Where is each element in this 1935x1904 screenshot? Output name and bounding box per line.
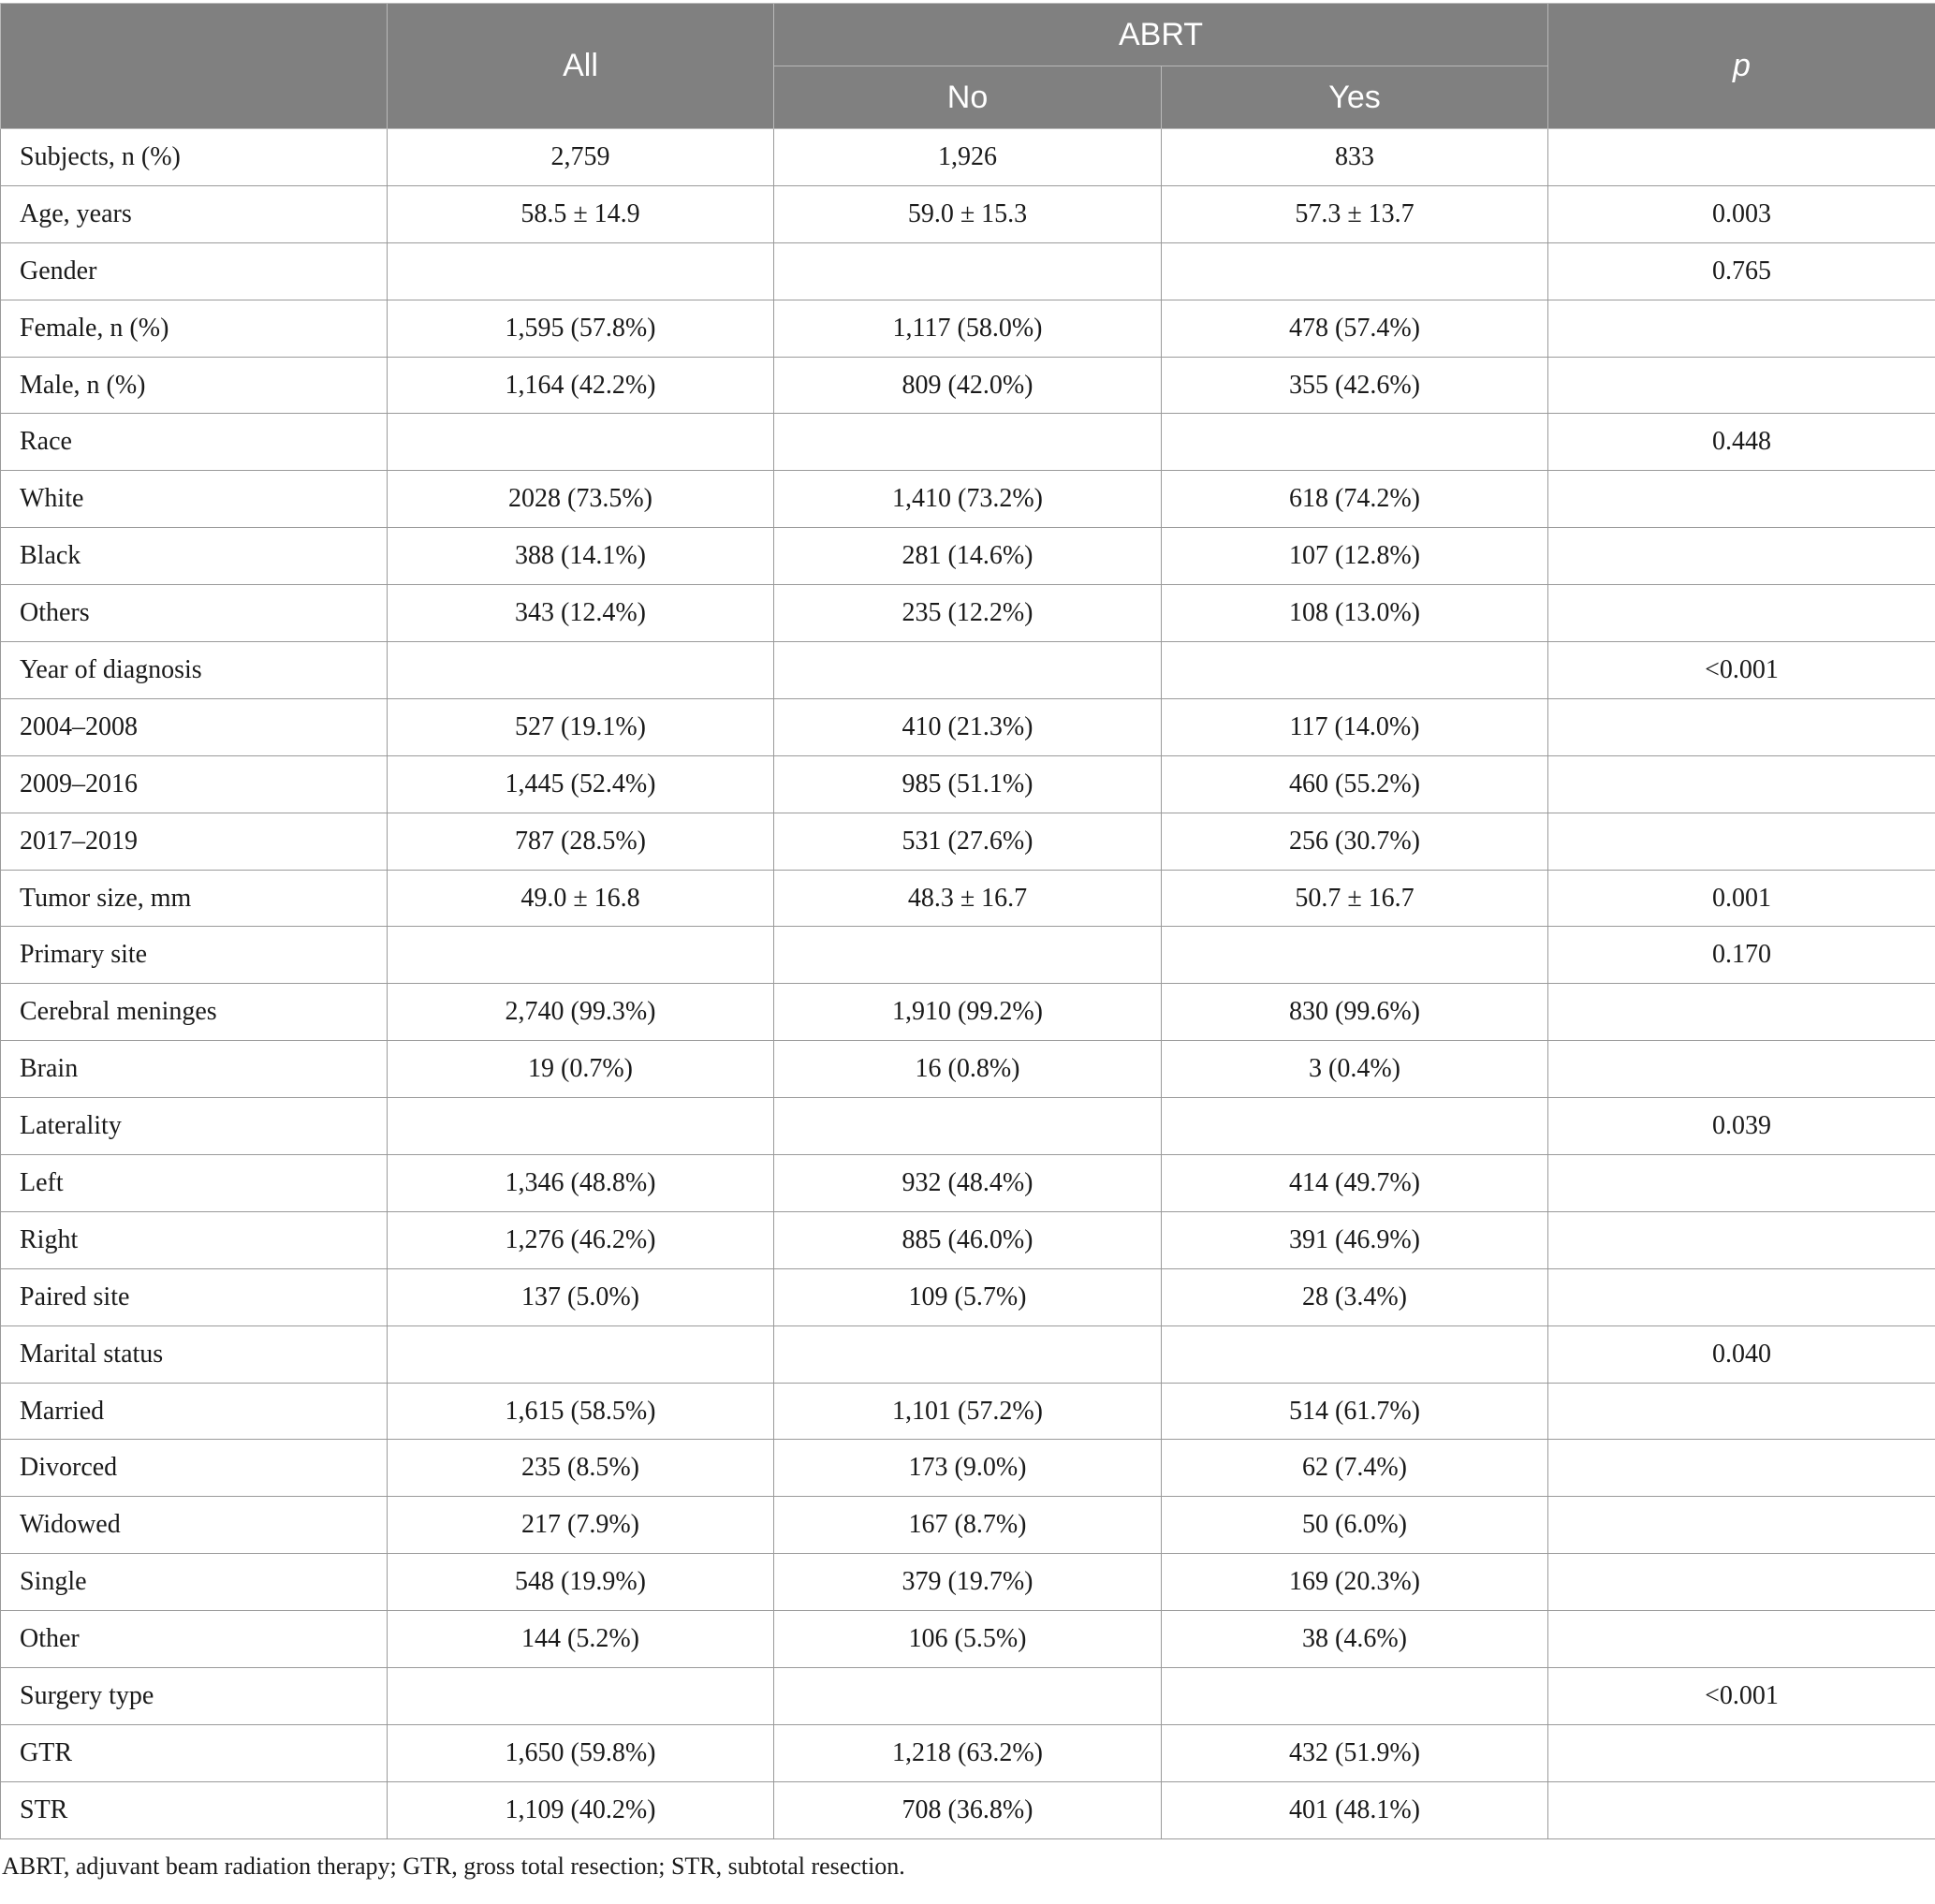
cell-p [1548, 129, 1935, 186]
table-container [0, 3, 1935, 1881]
cell-no: 109 (5.7%) [774, 1268, 1162, 1325]
cell-p [1548, 1041, 1935, 1098]
table-row [1, 698, 1935, 755]
row-label: Paired site [1, 1268, 388, 1325]
row-label: Left [1, 1155, 388, 1212]
cell-yes: 57.3 ± 13.7 [1162, 185, 1548, 242]
cell-yes: 478 (57.4%) [1162, 300, 1548, 357]
cell-p: 0.170 [1548, 927, 1935, 984]
table-row [1, 755, 1935, 813]
table-row [1, 357, 1935, 414]
table-row [1, 471, 1935, 528]
table-row [1, 1098, 1935, 1155]
cell-yes: 833 [1162, 129, 1548, 186]
cell-all: 1,595 (57.8%) [388, 300, 774, 357]
cell-no: 48.3 ± 16.7 [774, 870, 1162, 927]
cell-p: <0.001 [1548, 642, 1935, 699]
cell-all: 548 (19.9%) [388, 1554, 774, 1611]
row-label: 2009–2016 [1, 755, 388, 813]
cell-p [1548, 528, 1935, 585]
cell-yes [1162, 414, 1548, 471]
cell-yes: 169 (20.3%) [1162, 1554, 1548, 1611]
row-label: Other [1, 1611, 388, 1668]
cell-no [774, 1098, 1162, 1155]
cell-no: 281 (14.6%) [774, 528, 1162, 585]
table-row [1, 585, 1935, 642]
cell-no: 106 (5.5%) [774, 1611, 1162, 1668]
table-row [1, 1325, 1935, 1383]
cell-all: 787 (28.5%) [388, 813, 774, 870]
row-label: Marital status [1, 1325, 388, 1383]
table-row [1, 528, 1935, 585]
table-header [1, 4, 1935, 129]
cell-no: 531 (27.6%) [774, 813, 1162, 870]
cell-all: 1,650 (59.8%) [388, 1724, 774, 1781]
cell-p [1548, 1440, 1935, 1497]
cell-p [1548, 1268, 1935, 1325]
cell-p: 0.001 [1548, 870, 1935, 927]
header-all: All [388, 4, 774, 129]
cell-p [1548, 585, 1935, 642]
cell-p [1548, 357, 1935, 414]
cell-yes [1162, 242, 1548, 300]
cell-no: 16 (0.8%) [774, 1041, 1162, 1098]
table-row [1, 300, 1935, 357]
cell-all [388, 927, 774, 984]
cell-all: 1,164 (42.2%) [388, 357, 774, 414]
cell-all: 49.0 ± 16.8 [388, 870, 774, 927]
row-label: Year of diagnosis [1, 642, 388, 699]
cell-p [1548, 1155, 1935, 1212]
cell-yes: 355 (42.6%) [1162, 357, 1548, 414]
cell-p [1548, 1724, 1935, 1781]
cell-no: 59.0 ± 15.3 [774, 185, 1162, 242]
cell-no: 235 (12.2%) [774, 585, 1162, 642]
cell-no: 1,117 (58.0%) [774, 300, 1162, 357]
cell-all: 2,759 [388, 129, 774, 186]
cell-no: 708 (36.8%) [774, 1781, 1162, 1838]
table-row [1, 1781, 1935, 1838]
row-label: GTR [1, 1724, 388, 1781]
table-row [1, 185, 1935, 242]
cell-yes [1162, 927, 1548, 984]
cell-all: 58.5 ± 14.9 [388, 185, 774, 242]
row-label: Tumor size, mm [1, 870, 388, 927]
row-label: Brain [1, 1041, 388, 1098]
table-row [1, 1611, 1935, 1668]
header-abrt-yes: Yes [1162, 66, 1548, 129]
row-label: Gender [1, 242, 388, 300]
table-row [1, 1211, 1935, 1268]
row-label: Laterality [1, 1098, 388, 1155]
cell-yes: 514 (61.7%) [1162, 1383, 1548, 1440]
cell-all: 1,445 (52.4%) [388, 755, 774, 813]
table-row [1, 1668, 1935, 1725]
row-label: Black [1, 528, 388, 585]
cell-yes: 460 (55.2%) [1162, 755, 1548, 813]
cell-no [774, 1668, 1162, 1725]
cell-p: 0.003 [1548, 185, 1935, 242]
row-label: Married [1, 1383, 388, 1440]
cell-yes [1162, 1668, 1548, 1725]
cell-all: 388 (14.1%) [388, 528, 774, 585]
cell-all: 1,276 (46.2%) [388, 1211, 774, 1268]
cell-yes: 62 (7.4%) [1162, 1440, 1548, 1497]
cell-yes [1162, 1325, 1548, 1383]
cell-all [388, 1325, 774, 1383]
cell-no: 410 (21.3%) [774, 698, 1162, 755]
cell-yes: 414 (49.7%) [1162, 1155, 1548, 1212]
cell-yes: 50 (6.0%) [1162, 1497, 1548, 1554]
cell-p: 0.040 [1548, 1325, 1935, 1383]
cell-no [774, 642, 1162, 699]
cell-p: <0.001 [1548, 1668, 1935, 1725]
cell-all [388, 1668, 774, 1725]
cell-all [388, 1098, 774, 1155]
row-label: Age, years [1, 185, 388, 242]
cell-yes: 401 (48.1%) [1162, 1781, 1548, 1838]
table-row [1, 642, 1935, 699]
cell-p [1548, 984, 1935, 1041]
cell-all [388, 242, 774, 300]
cell-p [1548, 1383, 1935, 1440]
row-label: Single [1, 1554, 388, 1611]
cell-no [774, 414, 1162, 471]
row-label: Cerebral meninges [1, 984, 388, 1041]
table-row [1, 129, 1935, 186]
table-body [1, 129, 1935, 1839]
cell-no [774, 927, 1162, 984]
table-row [1, 1155, 1935, 1212]
header-abrt-no: No [774, 66, 1162, 129]
cell-yes: 256 (30.7%) [1162, 813, 1548, 870]
cell-all: 144 (5.2%) [388, 1611, 774, 1668]
cell-no: 1,910 (99.2%) [774, 984, 1162, 1041]
table-row [1, 927, 1935, 984]
cell-no: 1,101 (57.2%) [774, 1383, 1162, 1440]
cell-p [1548, 1554, 1935, 1611]
cell-all: 343 (12.4%) [388, 585, 774, 642]
row-label: Surgery type [1, 1668, 388, 1725]
row-label: Right [1, 1211, 388, 1268]
cell-no [774, 242, 1162, 300]
cell-yes: 618 (74.2%) [1162, 471, 1548, 528]
cell-all: 235 (8.5%) [388, 1440, 774, 1497]
cell-all: 137 (5.0%) [388, 1268, 774, 1325]
cell-p: 0.448 [1548, 414, 1935, 471]
row-label: White [1, 471, 388, 528]
cell-p [1548, 471, 1935, 528]
cell-all: 1,109 (40.2%) [388, 1781, 774, 1838]
cell-all [388, 414, 774, 471]
row-label: Widowed [1, 1497, 388, 1554]
table-footnote: ABRT, adjuvant beam radiation therapy; GTR, gross total resection; STR, subtotal resection. [2, 1852, 905, 1880]
table-row [1, 1268, 1935, 1325]
cell-all: 2028 (73.5%) [388, 471, 774, 528]
cell-yes: 38 (4.6%) [1162, 1611, 1548, 1668]
cell-no: 809 (42.0%) [774, 357, 1162, 414]
table-row [1, 1497, 1935, 1554]
table-row [1, 1554, 1935, 1611]
cell-p [1548, 300, 1935, 357]
cell-no: 167 (8.7%) [774, 1497, 1162, 1554]
cell-p [1548, 698, 1935, 755]
table-row [1, 984, 1935, 1041]
cell-no: 1,218 (63.2%) [774, 1724, 1162, 1781]
row-label: 2004–2008 [1, 698, 388, 755]
cell-yes [1162, 1098, 1548, 1155]
table-row [1, 870, 1935, 927]
header-p-value: p [1548, 4, 1935, 129]
cell-yes: 830 (99.6%) [1162, 984, 1548, 1041]
cell-p: 0.765 [1548, 242, 1935, 300]
header-blank-cell [1, 4, 388, 129]
row-label: Male, n (%) [1, 357, 388, 414]
table-row [1, 813, 1935, 870]
cell-all [388, 642, 774, 699]
cell-yes: 3 (0.4%) [1162, 1041, 1548, 1098]
row-label: Subjects, n (%) [1, 129, 388, 186]
cell-all: 1,346 (48.8%) [388, 1155, 774, 1212]
cell-all: 19 (0.7%) [388, 1041, 774, 1098]
cell-no: 1,926 [774, 129, 1162, 186]
cell-p [1548, 1497, 1935, 1554]
table-row [1, 242, 1935, 300]
table-row [1, 1383, 1935, 1440]
row-label: Primary site [1, 927, 388, 984]
cell-p [1548, 813, 1935, 870]
cell-all: 1,615 (58.5%) [388, 1383, 774, 1440]
cell-yes: 108 (13.0%) [1162, 585, 1548, 642]
cell-all: 527 (19.1%) [388, 698, 774, 755]
header-abrt: ABRT [774, 4, 1548, 66]
cell-no: 885 (46.0%) [774, 1211, 1162, 1268]
table-row [1, 1724, 1935, 1781]
cell-yes: 391 (46.9%) [1162, 1211, 1548, 1268]
row-label: Race [1, 414, 388, 471]
cell-no: 379 (19.7%) [774, 1554, 1162, 1611]
cell-no: 985 (51.1%) [774, 755, 1162, 813]
row-label: Female, n (%) [1, 300, 388, 357]
cell-p [1548, 1611, 1935, 1668]
cell-p: 0.039 [1548, 1098, 1935, 1155]
cell-yes: 107 (12.8%) [1162, 528, 1548, 585]
row-label: Others [1, 585, 388, 642]
row-label: 2017–2019 [1, 813, 388, 870]
cell-yes [1162, 642, 1548, 699]
cell-no: 173 (9.0%) [774, 1440, 1162, 1497]
cell-all: 2,740 (99.3%) [388, 984, 774, 1041]
row-label: Divorced [1, 1440, 388, 1497]
baseline-characteristics-table [0, 3, 1935, 1839]
row-label: STR [1, 1781, 388, 1838]
cell-no [774, 1325, 1162, 1383]
cell-all: 217 (7.9%) [388, 1497, 774, 1554]
cell-p [1548, 755, 1935, 813]
table-row [1, 1440, 1935, 1497]
cell-no: 1,410 (73.2%) [774, 471, 1162, 528]
cell-p [1548, 1781, 1935, 1838]
cell-p [1548, 1211, 1935, 1268]
cell-yes: 432 (51.9%) [1162, 1724, 1548, 1781]
cell-yes: 50.7 ± 16.7 [1162, 870, 1548, 927]
table-row [1, 1041, 1935, 1098]
cell-yes: 117 (14.0%) [1162, 698, 1548, 755]
table-row [1, 414, 1935, 471]
cell-yes: 28 (3.4%) [1162, 1268, 1548, 1325]
cell-no: 932 (48.4%) [774, 1155, 1162, 1212]
